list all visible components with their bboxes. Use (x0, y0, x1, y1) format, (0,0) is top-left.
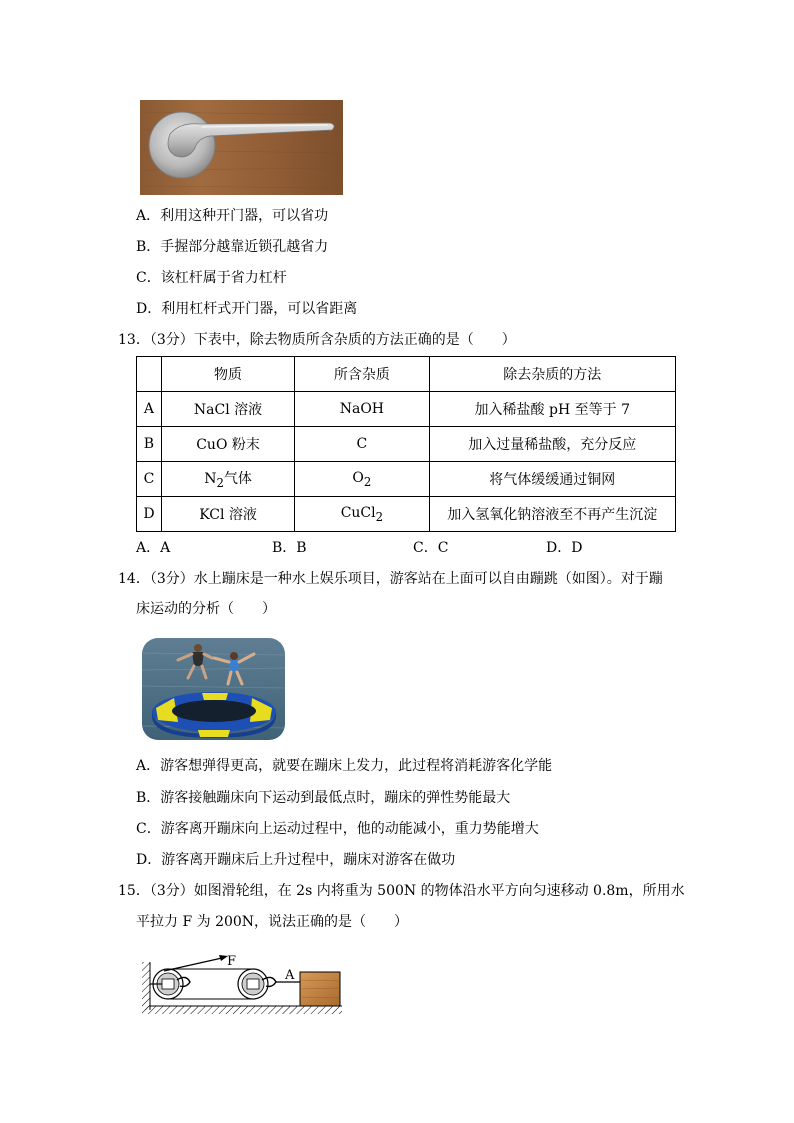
table-header-cell: 除去杂质的方法 (429, 357, 675, 392)
method-cell: 加入氢氧化钠溶液至不再产生沉淀 (429, 497, 675, 532)
trampoline-image (142, 638, 285, 740)
q13-option-a: A．A (136, 540, 171, 556)
formula-subscript: 2 (375, 509, 384, 524)
q13-stem: 13．（3分）下表中，除去物质所含杂质的方法正确的是（ ） (118, 332, 516, 348)
q13-table (136, 356, 676, 532)
substance-cell (161, 462, 294, 497)
table-row (137, 427, 676, 462)
q14-option-b: B．游客接触蹦床向下运动到最低点时，蹦床的弹性势能最大 (136, 790, 511, 806)
q12-option-d: D．利用杠杆式开门器，可以省距离 (136, 301, 358, 317)
table-header-cell (137, 357, 162, 392)
table-header-cell: 物质 (161, 357, 294, 392)
table-row (137, 392, 676, 427)
substance-cell: CuO 粉末 (161, 427, 294, 462)
row-label: A (137, 392, 162, 427)
q14-stem-line2: 床运动的分析（ ） (136, 601, 276, 617)
formula-subscript: 2 (216, 475, 224, 490)
pulley-diagram (140, 944, 350, 1020)
formula-tail: 气体 (223, 471, 252, 488)
method-cell: 加入过量稀盐酸，充分反应 (429, 427, 675, 462)
q15-stem-line1: 15．（3分）如图滑轮组，在 2s 内将重为 500N 的物体沿水平方向匀速移动 0.8m，所用水 (118, 883, 685, 899)
method-cell: 将气体缓缓通过铜网 (429, 462, 675, 497)
impurity-cell (295, 462, 429, 497)
formula-main: O (352, 469, 364, 486)
formula-main: CuCl (340, 504, 376, 521)
impurity-cell: C (295, 427, 429, 462)
door-handle-image (140, 100, 343, 195)
impurity-cell: NaOH (295, 392, 429, 427)
force-label-f: F (227, 954, 237, 969)
table-row (137, 462, 676, 497)
q13-option-c: C．C (413, 540, 449, 556)
method-cell: 加入稀盐酸 pH 至等于 7 (429, 392, 675, 427)
q12-option-b: B．手握部分越靠近锁孔越省力 (136, 239, 329, 255)
table-header-cell: 所含杂质 (295, 357, 429, 392)
q13-option-b: B．B (272, 540, 307, 556)
table-header-row (137, 357, 676, 392)
row-label: D (137, 497, 162, 532)
q14-option-c: C．游客离开蹦床向上运动过程中，他的动能减小，重力势能增大 (136, 821, 539, 837)
substance-cell: NaCl 溶液 (161, 392, 294, 427)
formula-main: N (204, 471, 217, 488)
impurity-cell (295, 497, 429, 532)
q14-option-d: D．游客离开蹦床后上升过程中，蹦床对游客在做功 (136, 852, 456, 868)
row-label: C (137, 462, 162, 497)
q14-stem-line1: 14．（3分）水上蹦床是一种水上娱乐项目，游客站在上面可以自由蹦跳（如图）。对于蹦 (118, 571, 663, 587)
table-row (137, 497, 676, 532)
q13-option-d: D．D (546, 540, 583, 556)
q12-option-a: A．利用这种开门器，可以省功 (136, 208, 329, 224)
block-label-a: A (285, 968, 295, 983)
row-label: B (137, 427, 162, 462)
q12-option-c: C．该杠杆属于省力杠杆 (136, 270, 287, 286)
q14-option-a: A．游客想弹得更高，就要在蹦床上发力，此过程将消耗游客化学能 (136, 758, 553, 774)
q15-stem-line2: 平拉力 F 为 200N，说法正确的是（ ） (136, 914, 409, 930)
substance-cell: KCl 溶液 (161, 497, 294, 532)
formula-subscript: 2 (363, 474, 372, 489)
